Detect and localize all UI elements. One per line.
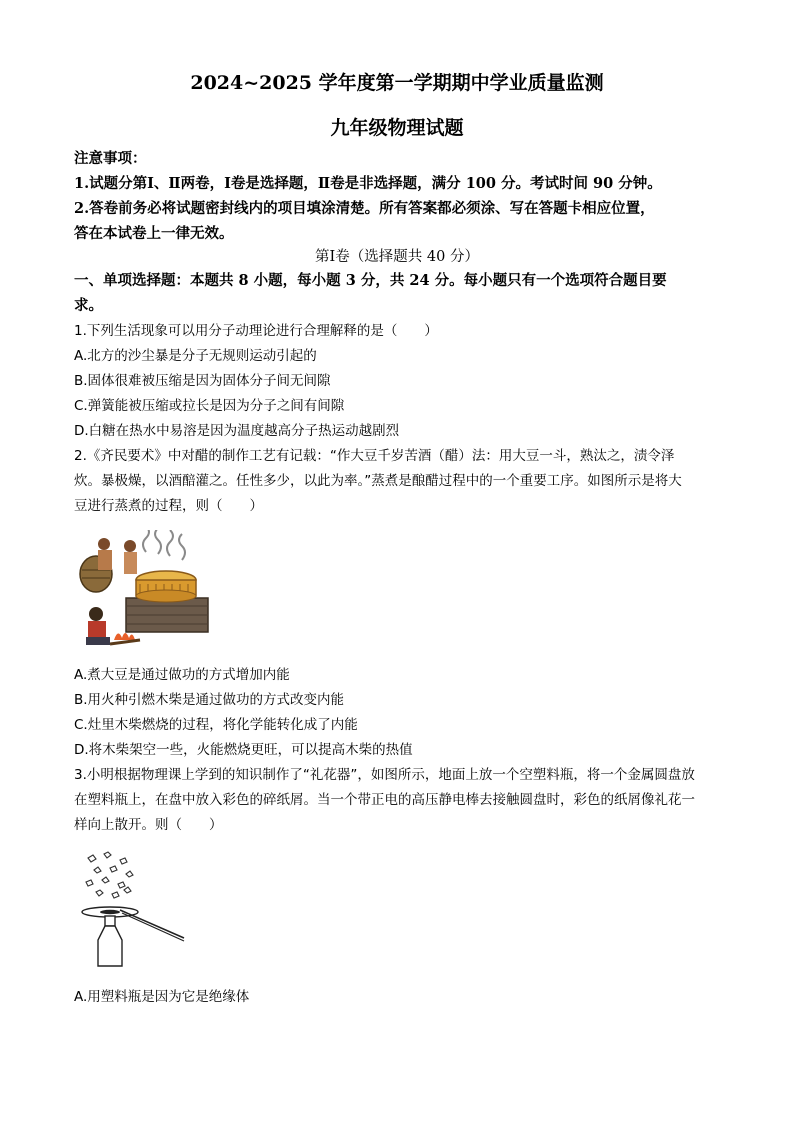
notice-item-2-cont: 答在本试卷上一律无效。 xyxy=(74,225,234,242)
question-2-option-a: A.煮大豆是通过做功的方式增加内能 xyxy=(74,667,290,683)
question-2-option-c: C.灶里木柴燃烧的过程，将化学能转化成了内能 xyxy=(74,717,358,733)
notice-heading: 注意事项： xyxy=(74,150,147,167)
question-1-option-a: A.北方的沙尘暴是分子无规则运动引起的 xyxy=(74,348,317,364)
section-instruction-1: 一、单项选择题：本题共 8 小题，每小题 3 分，共 24 分。每小题只有一个选项符合题目要 xyxy=(74,272,667,289)
notice-item-1: 1.试题分第Ⅰ、Ⅱ两卷，Ⅰ卷是选择题，Ⅱ卷是非选择题，满分 100 分。考试时间 90 分钟。 xyxy=(74,175,662,192)
steaming-beans-illustration xyxy=(74,530,214,655)
question-3-option-a: A.用塑料瓶是因为它是绝缘体 xyxy=(74,989,250,1005)
question-1-stem: 1.下列生活现象可以用分子动理论进行合理解释的是（ ） xyxy=(74,323,438,339)
section-title: 第Ⅰ卷（选择题共 40 分） xyxy=(315,249,479,265)
question-2-stem-line-3: 豆进行蒸煮的过程，则（ ） xyxy=(74,498,263,514)
question-2-option-d: D.将木柴架空一些，火能燃烧更旺，可以提高木柴的热值 xyxy=(74,742,413,758)
question-2-option-b: B.用火种引燃木柴是通过做功的方式改变内能 xyxy=(74,692,345,708)
section-instruction-2: 求。 xyxy=(74,297,103,314)
question-1-option-c: C.弹簧能被压缩或拉长是因为分子之间有间隙 xyxy=(74,398,345,414)
exam-subtitle: 九年级物理试题 xyxy=(330,117,464,139)
question-1-option-d: D.白糖在热水中易溶是因为温度越高分子热运动越剧烈 xyxy=(74,423,400,439)
question-3-stem-line-2: 在塑料瓶上，在盘中放入彩色的碎纸屑。当一个带正电的高压静电棒去接触圆盘时，彩色的纸屑像礼花一 xyxy=(74,792,695,808)
question-2-stem-line-2: 炊。暴极燥，以酒醅灌之。任性多少，以此为率。”蒸煮是酿醋过程中的一个重要工序。如图所示是将大 xyxy=(74,473,682,489)
question-3-stem-line-3: 样向上散开。则（ ） xyxy=(74,817,223,833)
question-3-stem-line-1: 3.小明根据物理课上学到的知识制作了“礼花器”，如图所示，地面上放一个空塑料瓶，将一个金属圆盘放 xyxy=(74,767,695,783)
confetti-device-illustration xyxy=(74,850,190,970)
notice-item-2: 2.答卷前务必将试题密封线内的项目填涂清楚。所有答案都必须涂、写在答题卡相应位置， xyxy=(74,200,655,217)
question-2-stem-line-1: 2.《齐民要术》中对醋的制作工艺有记载：“作大豆千岁苦酒（醋）法：用大豆一斗，熟汰之，渍令泽 xyxy=(74,448,675,464)
question-1-option-b: B.固体很难被压缩是因为固体分子间无间隙 xyxy=(74,373,331,389)
exam-title: 2024~2025 学年度第一学期期中学业质量监测 xyxy=(190,72,604,94)
